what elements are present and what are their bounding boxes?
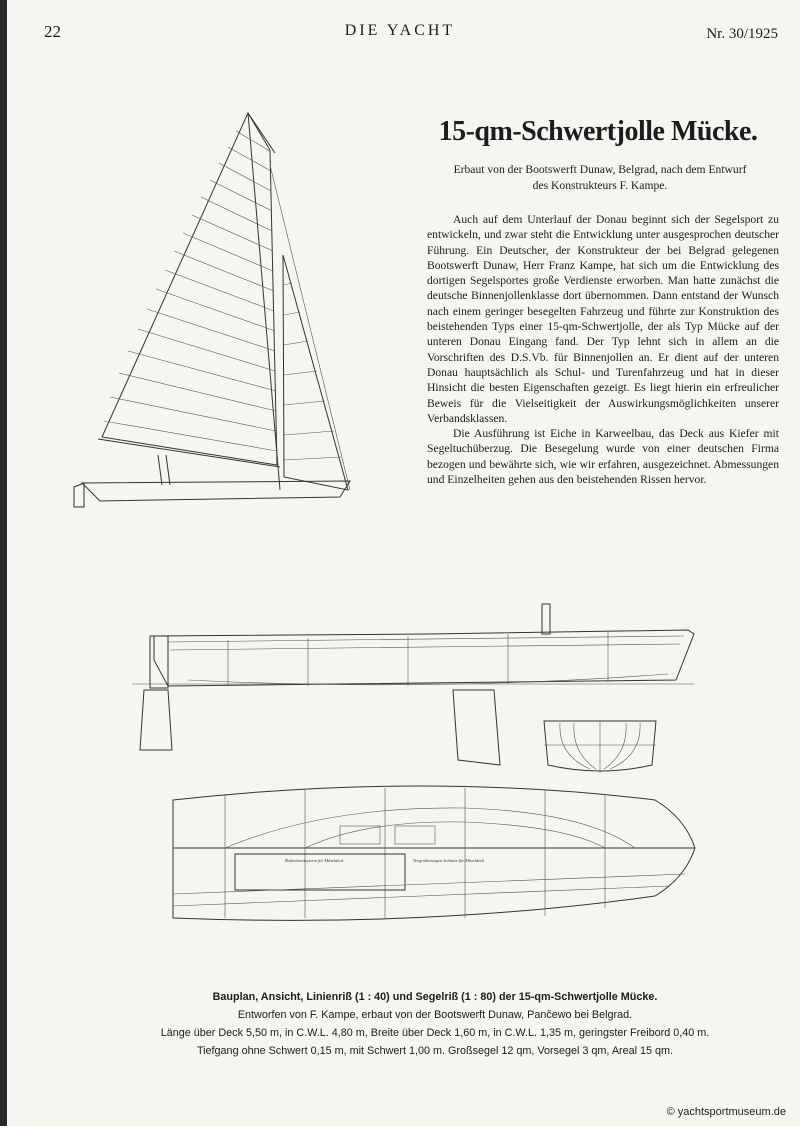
journal-title: DIE YACHT bbox=[344, 22, 456, 39]
plan-view-drawing bbox=[165, 778, 705, 978]
article-subtitle bbox=[420, 162, 780, 194]
mast-stub bbox=[542, 604, 550, 634]
sail-panels bbox=[104, 131, 277, 451]
label-schnitte: Vergrößerungen Schnitte für Mitteldeck bbox=[413, 858, 485, 863]
mainsail bbox=[102, 113, 277, 465]
figure-caption bbox=[90, 988, 780, 1060]
jib bbox=[283, 255, 348, 490]
paragraph-2: Die Ausführung ist Eiche in Karweelbau, das Deck aus Kiefer mit Segeltuchüberzug. Die Besegelung wurde von einer deutschen Firma bezogen und bewährte sich, wie wir erfahren, ausgezeichnet. Abmessungen und Einzelheiten gehen aus den beistehenden Rissen hervor. bbox=[427, 427, 779, 487]
watermark: © yachtsportmuseum.de bbox=[666, 1106, 786, 1118]
hull-profile bbox=[82, 481, 350, 501]
scan-edge bbox=[0, 0, 7, 1126]
subtitle-line-1: Erbaut von der Bootswerft Dunaw, Belgrad, nach dem Entwurf bbox=[453, 163, 747, 176]
paragraph-1: Auch auf dem Unterlauf der Donau beginnt sich der Segelsport zu entwickeln, und zwar steht die Entwicklung unter ausgesprochen deutscher Führung. Ein Deutscher, der Konstrukteur der bei Belgrad gelegenen Bootswerft Dunaw, Herr Franz Kampe, hat sich um die Entwicklung des dortigen Segelsportes große Verdienste erworben. Man hatte zunächst die deutsche Binnenjollenklasse dort übernommen. Dann entstand der Wunsch nach einem geringer besegelten Fahrzeug und führte zur Konstruktion des beistehenden Typs einer 15-qm-Schwertjolle, der als Typ Mücke auf der unteren Donau Eingang fand. Der Typ lehnt sich in allem an die Vorschriften des D.S.Vb. für Binnenjollen an. Er dient auf der unteren Donau hauptsächlich als Schul- und Turenfahrzeug und hat in dieser Hinsicht die besten Eigenschaften gezeigt. Es liegt hierin ein erfreulicher Beweis für die Vielseitigkeit der Auswirkungsmöglichkeiten unserer Verbandsklassen. bbox=[427, 213, 779, 425]
mast bbox=[248, 113, 280, 490]
sail-plan-drawing bbox=[70, 105, 370, 515]
plan-stations bbox=[225, 788, 605, 918]
centerboard bbox=[453, 690, 500, 765]
caption-line-2: Entworfen von F. Kampe, erbaut von der Bootswerft Dunaw, Pančewo bei Belgrad. bbox=[237, 1009, 633, 1021]
station-lines bbox=[228, 632, 608, 686]
issue-number: Nr. 30/1925 bbox=[706, 26, 778, 42]
article-body bbox=[427, 212, 779, 487]
body-plan-drawing bbox=[540, 715, 660, 780]
caption-line-4: Tiefgang ohne Schwert 0,15 m, mit Schwert 1,00 m. Großsegel 12 qm, Vorsegel 3 qm, Areal 15 qm. bbox=[196, 1045, 674, 1057]
boom bbox=[98, 439, 280, 467]
caption-line-3: Länge über Deck 5,50 m, in C.W.L. 4,80 m, Breite über Deck 1,60 m, in C.W.L. 1,35 m, geringster Freibord 0,40 m. bbox=[160, 1027, 710, 1039]
page-number: 22 bbox=[44, 22, 61, 41]
caption-line-1: Bauplan, Ansicht, Linienriß (1 : 40) und Segelriß (1 : 80) der 15-qm-Schwertjolle Mücke. bbox=[212, 991, 658, 1003]
deck-outline bbox=[173, 786, 695, 920]
gaff bbox=[248, 113, 275, 153]
rudder bbox=[74, 483, 84, 507]
rudder-blade bbox=[140, 690, 172, 750]
label-bodenbrett: Bodenbrettsystem für Mitteldeck bbox=[285, 858, 344, 863]
article-title: 15-qm-Schwertjolle Mücke. bbox=[438, 116, 758, 147]
subtitle-line-2: des Konstrukteurs F. Kampe. bbox=[532, 179, 668, 192]
